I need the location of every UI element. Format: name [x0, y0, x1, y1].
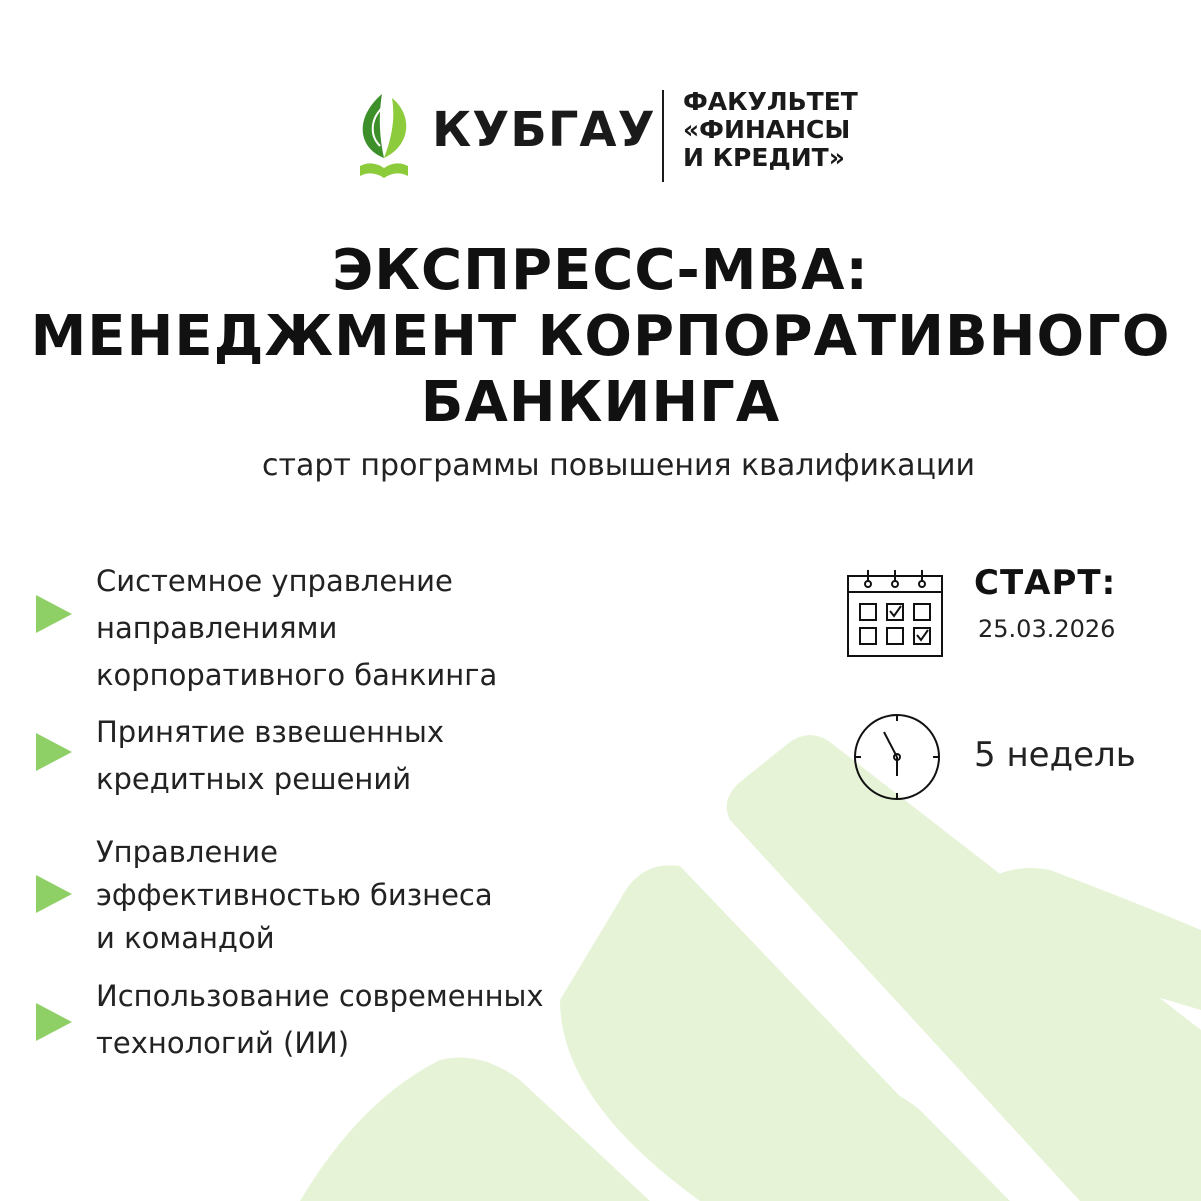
faculty-line: «ФИНАНСЫ	[683, 115, 851, 144]
calendar-check-icon	[846, 566, 944, 658]
clock-icon	[852, 712, 942, 802]
title-line: МЕНЕДЖМЕНТ КОРПОРАТИВНОГО	[30, 304, 1171, 369]
feature-line: эффективностью бизнеса	[96, 878, 493, 912]
feature-text	[96, 973, 544, 1067]
feature-line: направлениями	[96, 611, 338, 645]
triangle-bullet-icon	[36, 733, 72, 771]
start-date: 25.03.2026	[978, 615, 1116, 643]
feature-line: и командой	[96, 921, 275, 955]
feature-line: Управление	[96, 835, 278, 869]
feature-text	[96, 558, 497, 699]
triangle-bullet-icon	[36, 1003, 72, 1041]
triangle-bullet-icon	[36, 875, 72, 913]
title-line: БАНКИНГА	[420, 370, 781, 435]
triangle-bullet-icon	[36, 595, 72, 633]
logo-name: КУБГАУ	[432, 102, 656, 158]
program-subtitle: старт программы повышения квалификации	[262, 448, 975, 483]
faculty-line: И КРЕДИТ»	[683, 143, 845, 172]
program-title	[0, 238, 1201, 436]
feature-line: Системное управление	[96, 564, 453, 598]
logo-divider	[662, 90, 664, 182]
faculty-line: ФАКУЛЬТЕТ	[683, 87, 858, 116]
feature-line: Использование современных	[96, 979, 544, 1013]
feature-line: корпоративного банкинга	[96, 658, 498, 692]
feature-line: Принятие взвешенных	[96, 715, 445, 749]
title-line: ЭКСПРЕСС-МВА:	[332, 238, 869, 303]
sprout-book-logo-icon	[356, 86, 412, 182]
duration-text: 5 недель	[974, 735, 1136, 775]
faculty-name	[683, 88, 858, 172]
feature-text	[96, 831, 493, 960]
feature-line: технологий (ИИ)	[96, 1026, 350, 1060]
feature-text	[96, 709, 444, 803]
feature-line: кредитных решений	[96, 762, 412, 796]
start-label: СТАРТ:	[974, 563, 1117, 603]
